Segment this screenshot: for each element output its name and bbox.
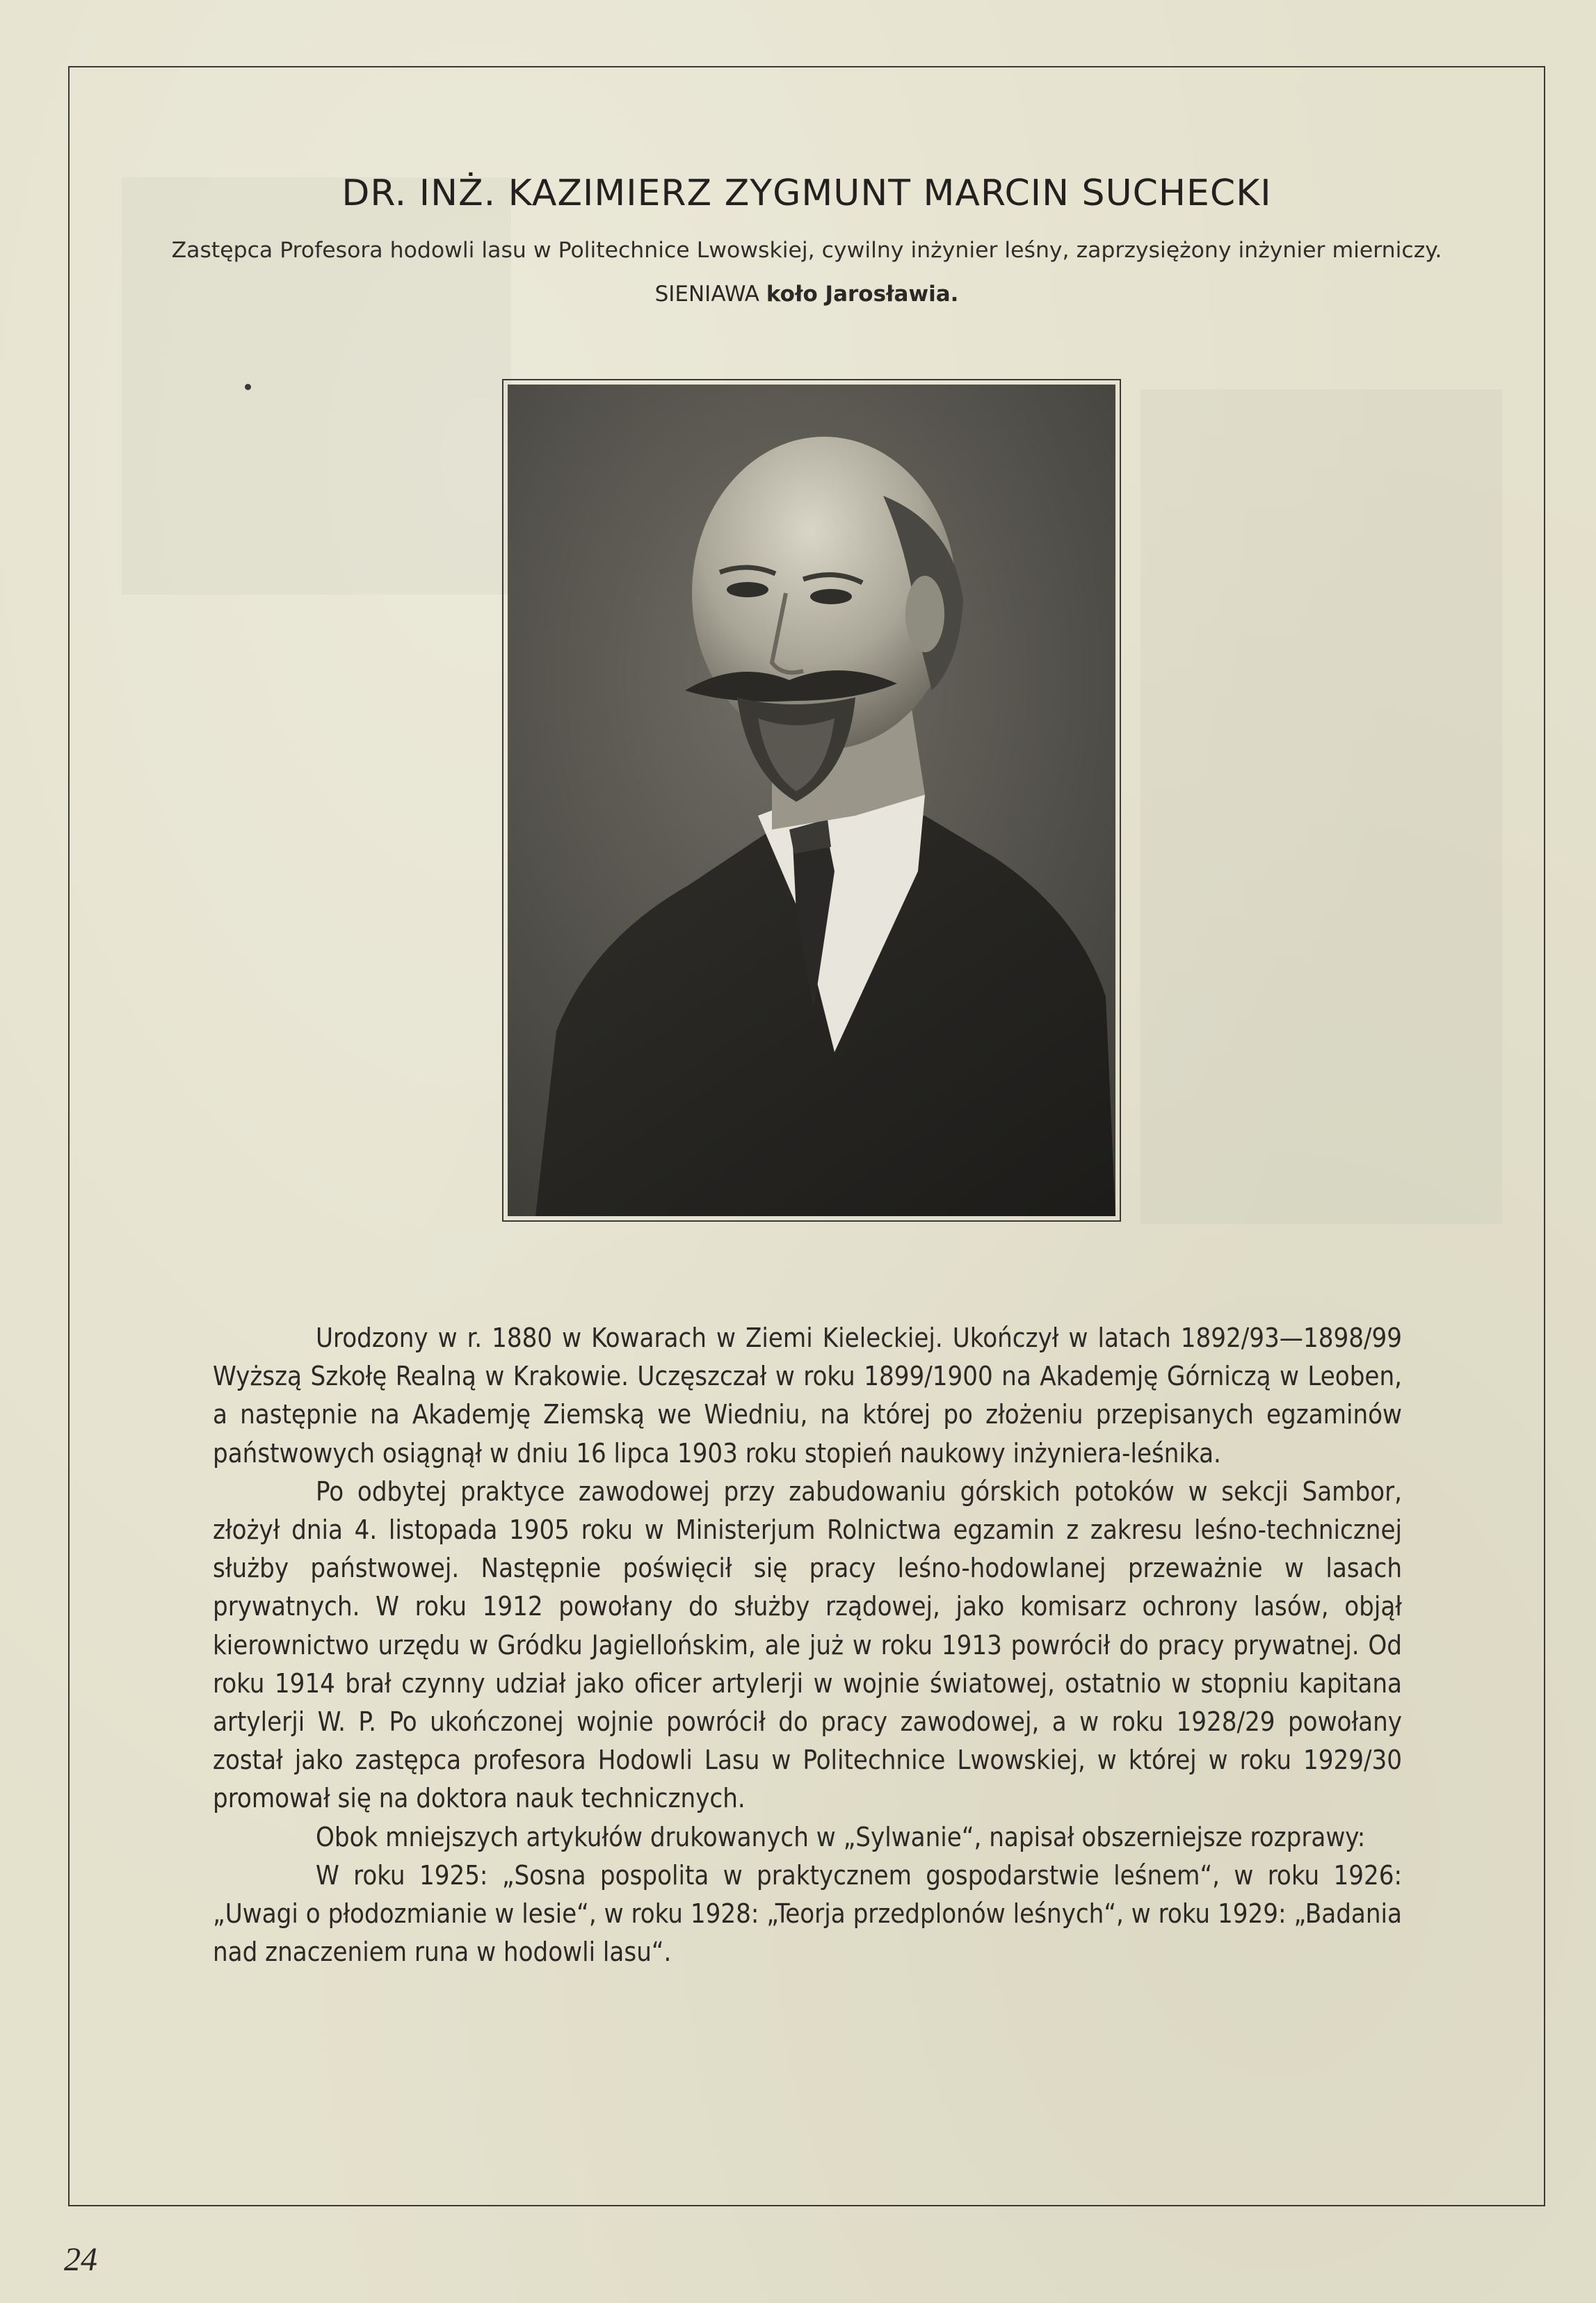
location-line bbox=[68, 282, 1545, 307]
position-subtitle: Zastępca Profesora hodowli lasu w Politechnice Lwowskiej, cywilny inżynier leśny, zaprzysiężony inżynier mierniczy. bbox=[171, 238, 1442, 263]
person-name-heading: DR. INŻ. KAZIMIERZ ZYGMUNT MARCIN SUCHECKI bbox=[341, 172, 1272, 214]
location-town: SIENIAWA bbox=[654, 282, 766, 307]
bio-paragraph-2: Po odbytej praktyce zawodowej przy zabudowaniu górskich potoków w sekcji Sambor, złożył dnia 4. listopada 1905 roku w Ministerjum Rolnictwa egzamin z zakresu leśno-technicznej służby państwowej. Następnie poświęcił się pracy leśno-hodowlanej przeważnie w lasach prywatnych. W roku 1912 powołany do służby rządowej, jako komisarz ochrony lasów, objął kierownictwo urzędu w Gródku Jagiellońskim, ale już w roku 1913 powrócił do pracy prywatnej. Od roku 1914 brał czynny udział jako oficer artylerji w wojnie światowej, ostatnio w stopniu kapitana artylerji W. P. Po ukończonej wojnie powrócił do pracy zawodowej, a w roku 1928/29 powołany został jako zastępca profesora Hodowli Lasu w Politechnice Lwowskiej, w której w roku 1929/30 promował się na doktora nauk technicznych. bbox=[213, 1476, 1402, 1814]
bio-paragraph-1: Urodzony w r. 1880 w Kowarach w Ziemi Kieleckiej. Ukończył w latach 1892/93—1898/99 Wyższą Szkołę Realną w Krakowie. Uczęszczał w roku 1899/1900 na Akademję Górniczą w Leoben, a następnie na Akademję Ziemską we Wiedniu, na której po złożeniu przepisanych egzaminów państwowych osiągnął w dniu 16 lipca 1903 roku stopień naukowy inżyniera-leśnika. bbox=[213, 1323, 1402, 1469]
print-speck bbox=[245, 384, 251, 390]
location-detail: koło Jarosławia. bbox=[766, 282, 959, 307]
portrait-photo bbox=[508, 385, 1115, 1216]
bio-paragraph-3: Obok mniejszych artykułów drukowanych w „Sylwanie“, napisał obszerniejsze rozprawy: bbox=[316, 1821, 1366, 1852]
bio-paragraph-4: W roku 1925: „Sosna pospolita w praktycznem gospodarstwie leśnem“, w roku 1926: „Uwagi o płodozmianie w lesie“, w roku 1928: „Teorja przedplonów leśnych“, w roku 1929: „Badania nad znaczeniem runa w hodowli lasu“. bbox=[213, 1859, 1402, 1968]
portrait-illustration bbox=[508, 385, 1115, 1216]
page-number: 24 bbox=[64, 2241, 97, 2278]
biography-text bbox=[213, 1319, 1402, 1971]
